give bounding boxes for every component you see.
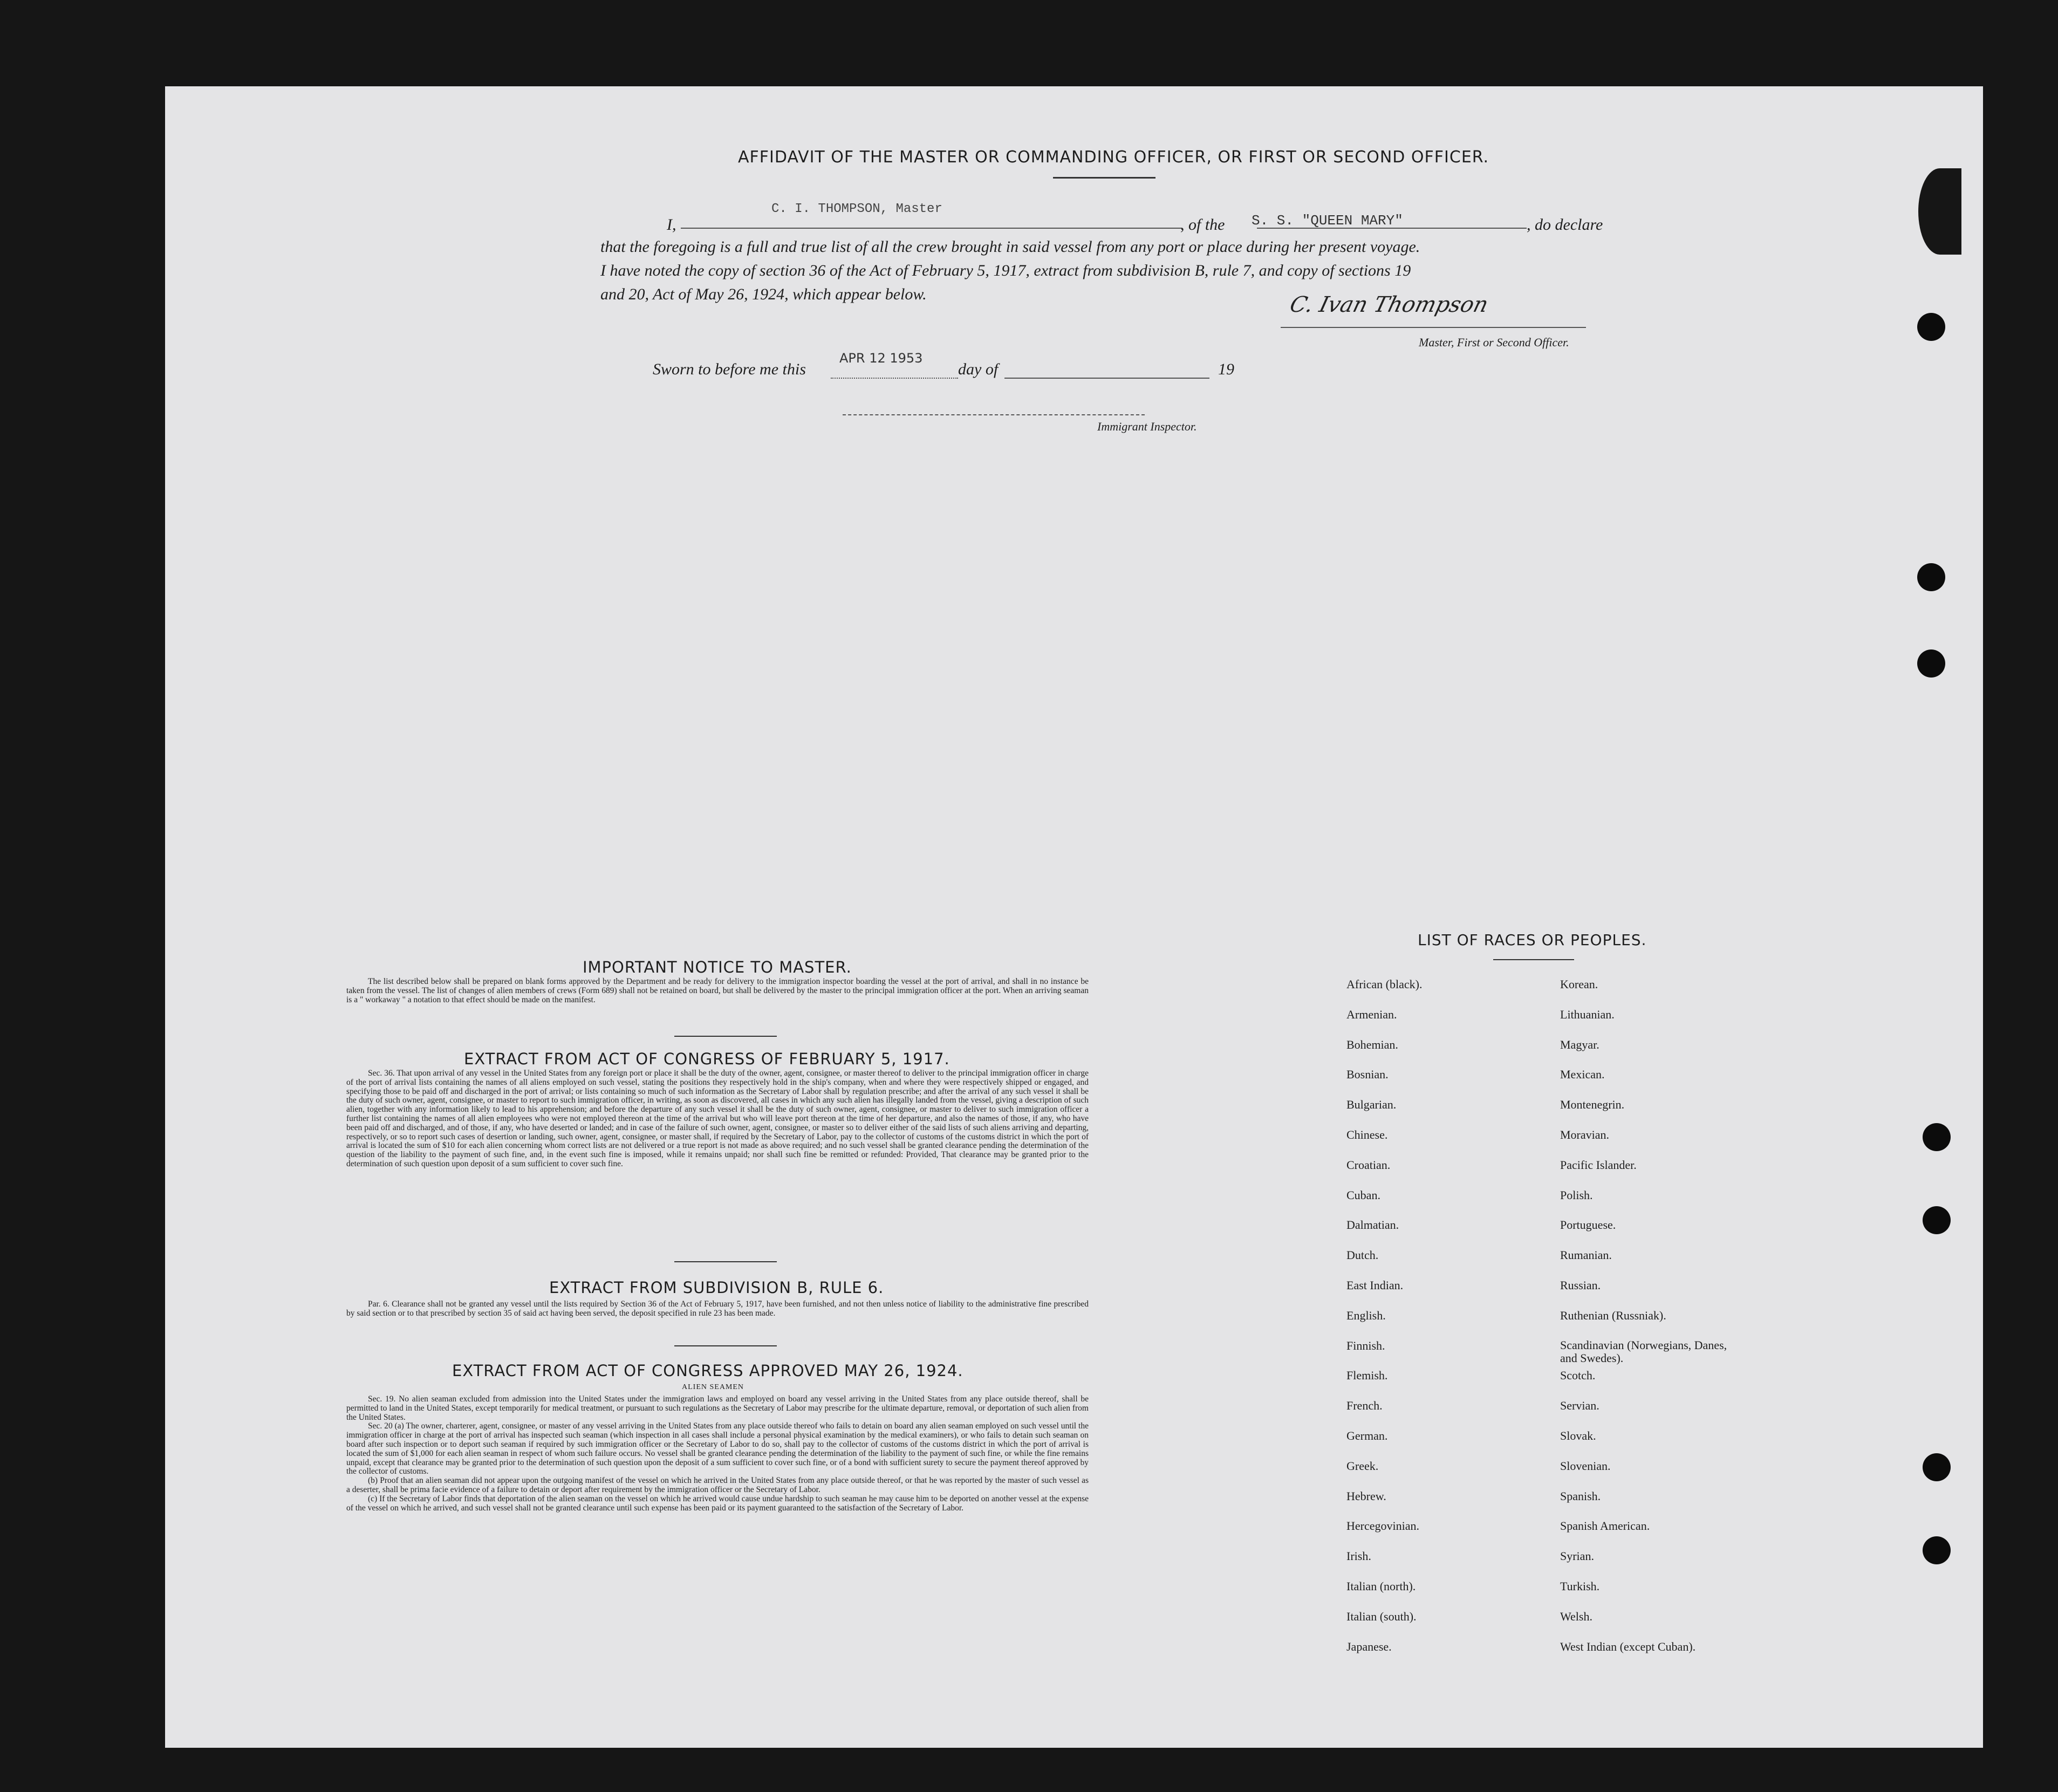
signature-line [1281, 327, 1586, 328]
affidavit-line-4: and 20, Act of May 26, 1924, which appear below. [600, 285, 927, 303]
affidavit-title: AFFIDAVIT OF THE MASTER OR COMMANDING OFFICER, OR FIRST OR SECOND OFFICER. [738, 148, 1489, 167]
race-item: Pacific Islander. [1560, 1158, 1637, 1172]
do-declare-label: , do declare [1527, 216, 1603, 234]
affidavit-line-3: I have noted the copy of section 36 of the Act of February 5, 1917, extract from subdivision B, rule 7, and copy of sections 19 [600, 262, 1411, 279]
subdivision-title: EXTRACT FROM SUBDIVISION B, RULE 6. [549, 1278, 884, 1297]
vessel-name: S. S. "QUEEN MARY" [1252, 213, 1403, 229]
race-item: Syrian. [1560, 1549, 1594, 1563]
race-item: Portuguese. [1560, 1218, 1616, 1232]
race-item: Spanish American. [1560, 1519, 1650, 1533]
section-20c-paragraph: (c) If the Secretary of Labor finds that deportation of the alien seaman on the vessel on which he arrived would cause undue hardship to such seaman he may cause him to be deported on another vessel at the expense of the vessel on which he arrived, and such vessel shall not be granted clearance until such expense has been paid or its payment guaranteed to the satisfaction of the Secretary of Labor. [346, 1494, 1089, 1513]
day-of-label: day of [958, 360, 999, 378]
race-item: Slovenian. [1560, 1459, 1611, 1473]
race-item: Polish. [1560, 1188, 1593, 1202]
punch-hole [1923, 1536, 1951, 1564]
divider [674, 1345, 777, 1346]
sworn-label: Sworn to before me this [653, 360, 806, 378]
month-line [1004, 378, 1209, 379]
subdivision-text [346, 1300, 1089, 1318]
extract-1924-text [346, 1395, 1089, 1513]
sworn-day-line [831, 378, 958, 379]
race-item: Montenegrin. [1560, 1098, 1625, 1112]
race-item: Spanish. [1560, 1489, 1601, 1503]
race-item: Armenian. [1346, 1007, 1397, 1021]
punch-hole [1923, 1123, 1951, 1151]
race-item: Dutch. [1346, 1248, 1379, 1262]
extract-1917-title: EXTRACT FROM ACT OF CONGRESS OF FEBRUARY 5, 1917. [464, 1050, 950, 1068]
race-item: Hercegovinian. [1346, 1519, 1419, 1533]
race-item: African (black). [1346, 977, 1423, 991]
year-prefix: 19 [1218, 360, 1234, 378]
races-title: LIST OF RACES OR PEOPLES. [1418, 931, 1647, 949]
section-20b-paragraph: (b) Proof that an alien seaman did not appear upon the outgoing manifest of the vessel on which he arrived in the United States from any place outside thereof, or that he was reported by the master of such vessel as a deserter, shall be prima facie evidence of a failure to detain or deport after requirement by the immigration officer or the Secretary of Labor. [346, 1476, 1089, 1494]
race-item: Lithuanian. [1560, 1007, 1615, 1021]
race-item: Greek. [1346, 1459, 1379, 1473]
race-item: Dalmatian. [1346, 1218, 1399, 1232]
race-item: West Indian (except Cuban). [1560, 1639, 1696, 1653]
i-label: I, [667, 216, 676, 234]
name-line [681, 228, 1182, 229]
race-item: Russian. [1560, 1278, 1601, 1292]
sworn-date-stamp: APR 12 1953 [839, 351, 923, 366]
race-item: Rumanian. [1560, 1248, 1612, 1262]
rule-6-paragraph: Par. 6. Clearance shall not be granted any vessel until the lists required by Section 36 of the Act of February 5, 1917, have been furnished, and not then unless notice of liability to the administrative fine prescribed by said section or to that prescribed by section 35 of said act having been served, the deposit specified in rule 23 has been made. [346, 1299, 1089, 1318]
affidavit-line-2: that the foregoing is a full and true list of all the crew brought in said vessel from any port or place during her present voyage. [600, 238, 1420, 256]
punch-hole [1923, 1453, 1951, 1481]
notice-title: IMPORTANT NOTICE TO MASTER. [583, 958, 852, 976]
signature-caption: Master, First or Second Officer. [1419, 336, 1569, 349]
race-item: Italian (south). [1346, 1609, 1417, 1623]
race-item: Bosnian. [1346, 1068, 1389, 1082]
race-item: Slovak. [1560, 1429, 1596, 1442]
inspector-caption: Immigrant Inspector. [1097, 420, 1197, 433]
race-item: Chinese. [1346, 1128, 1388, 1141]
race-item: Servian. [1560, 1399, 1599, 1413]
divider [674, 1261, 777, 1262]
race-item: Japanese. [1346, 1639, 1392, 1653]
notice-text [346, 977, 1089, 1004]
punch-hole [1917, 649, 1945, 678]
race-item: Scandinavian (Norwegians, Danes, and Swedes). [1560, 1338, 1727, 1365]
race-item: German. [1346, 1429, 1388, 1442]
race-item: Mexican. [1560, 1068, 1605, 1082]
races-divider [1493, 959, 1574, 960]
extract-1924-title: EXTRACT FROM ACT OF CONGRESS APPROVED MAY 26, 1924. [452, 1362, 963, 1380]
race-item: Ruthenian (Russniak). [1560, 1308, 1666, 1322]
race-item: Finnish. [1346, 1338, 1385, 1352]
race-item: Flemish. [1346, 1369, 1388, 1383]
race-item: Moravian. [1560, 1128, 1610, 1141]
race-item: Italian (north). [1346, 1579, 1416, 1593]
race-item: Bohemian. [1346, 1037, 1398, 1051]
punch-hole [1917, 313, 1945, 341]
master-signature: C. Ivan Thompson [1287, 292, 1491, 317]
race-item: Turkish. [1560, 1579, 1600, 1593]
divider [674, 1036, 777, 1037]
extract-1917-text [346, 1069, 1089, 1169]
race-item: Hebrew. [1346, 1489, 1386, 1503]
race-item: Scotch. [1560, 1369, 1596, 1383]
race-item: French. [1346, 1399, 1383, 1413]
punch-hole [1923, 1206, 1951, 1234]
race-item: Croatian. [1346, 1158, 1391, 1172]
section-36-paragraph: Sec. 36. That upon arrival of any vessel in the United States from any foreign port or place it shall be the duty of the owner, agent, consignee, or master thereof to deliver to the principal immigration officer in charge of the port of arrival lists containing the names of all aliens employed on such vessel, stating the positions they respectively hold in the ship's company, when and where they were respectively shipped or engaged, and specifying those to be paid off and discharged in the port of arrival; or lists containing so much of such information as the Secretary of Labor shall by regulation prescribe; and after the arrival of any such vessel it shall be the duty of such owner, agent, consignee, or master to report to such immigration officer, in writing, as soon as discovered, all cases in which any such alien has illegally landed from the vessel, giving a description of such alien, together with any information likely to lead to his apprehension; and before the departure of any such vessel it shall be the duty of such owner, agent, consignee, or master to deliver to such immigration officer a further list containing the names of all alien employees who were not employed thereon at the time of the arrival but who will leave port thereon at the time of her departure, and also the names of those, if any, who have been paid off and discharged, and of those, if any, who have deserted or landed; and in case of the failure of such owner, agent, consignee, or master so to deliver either of the said lists of such aliens arriving and departing, respectively, or so to report such cases of desertion or landing, such owner, agent, consignee, or master shall, if required by the Secretary of Labor, pay to the collector of customs of the customs district in which the port of arrival is located the sum of $10 for each alien concerning whom correct lists are not delivered or a true report is not made as above required; and no such vessel shall be granted clearance pending the determination of the question of the liability to the payment of such fine, and, in the event such fine is imposed, while it remains unpaid; nor shall such fine be remitted or refunded: Provided, That clearance may be granted prior to the determination of such question upon deposit of a sum sufficient to cover such fine. [346, 1069, 1089, 1168]
title-divider [1053, 177, 1156, 179]
race-item: Magyar. [1560, 1037, 1599, 1051]
alien-seamen-subhead: ALIEN SEAMEN [682, 1383, 744, 1391]
of-the-label: , of the [1180, 216, 1225, 234]
torn-edge [1918, 168, 1961, 255]
section-19-paragraph: Sec. 19. No alien seaman excluded from admission into the United States under the immigration laws and employed on board any vessel arriving in the United States from any place outside thereof, shall be permitted to land in the United States, except temporarily for medical treatment, or pursuant to such regulations as the Secretary of Labor may prescribe for the ultimate departure, removal, or deportation of such alien from the United States. [346, 1394, 1089, 1422]
race-item: English. [1346, 1308, 1386, 1322]
notice-paragraph: The list described below shall be prepared on blank forms approved by the Department and be ready for delivery to the immigration inspector boarding the vessel at the port of arrival, and shall in no instance be taken from the vessel. The list of changes of alien members of crews (Form 689) shall not be retained on board, but shall be delivered by the master to the principal immigration officer at the port. When an arriving seaman is a " workaway " a notation to that effect should be made on the manifest. [346, 977, 1089, 1004]
race-item: East Indian. [1346, 1278, 1404, 1292]
race-item: Welsh. [1560, 1609, 1592, 1623]
race-item: Irish. [1346, 1549, 1371, 1563]
master-name: C. I. THOMPSON, Master [771, 202, 942, 216]
section-20a-paragraph: Sec. 20 (a) The owner, charterer, agent, consignee, or master of any vessel arriving in the United States from any place outside thereof who fails to detain on board any alien seaman employed on such vessel until the immigration officer in charge at the port of arrival has inspected such seaman (which inspection in all cases shall include a personal physical examination by the medical examiners), or who fails to detain such seaman on board after such inspection or to deport such seaman if required by such immigration officer or the Secretary of Labor to do so, shall pay to the collector of customs of the customs district in which the port of arrival is located the sum of $1,000 for each alien seaman in respect of whom such failure occurs. No vessel shall be granted clearance pending the determination of the liability to the payment of such fine, or while the fine remains unpaid, except that clearance may be granted prior to the determination of such question upon the deposit of a sum sufficient to cover such fine, or of a bond with sufficient surety to secure the payment thereof approved by the collector of customs. [346, 1421, 1089, 1476]
race-item: Cuban. [1346, 1188, 1380, 1202]
race-item: Korean. [1560, 977, 1598, 991]
inspector-line [843, 414, 1145, 415]
race-item: Bulgarian. [1346, 1098, 1397, 1112]
punch-hole [1917, 563, 1945, 591]
